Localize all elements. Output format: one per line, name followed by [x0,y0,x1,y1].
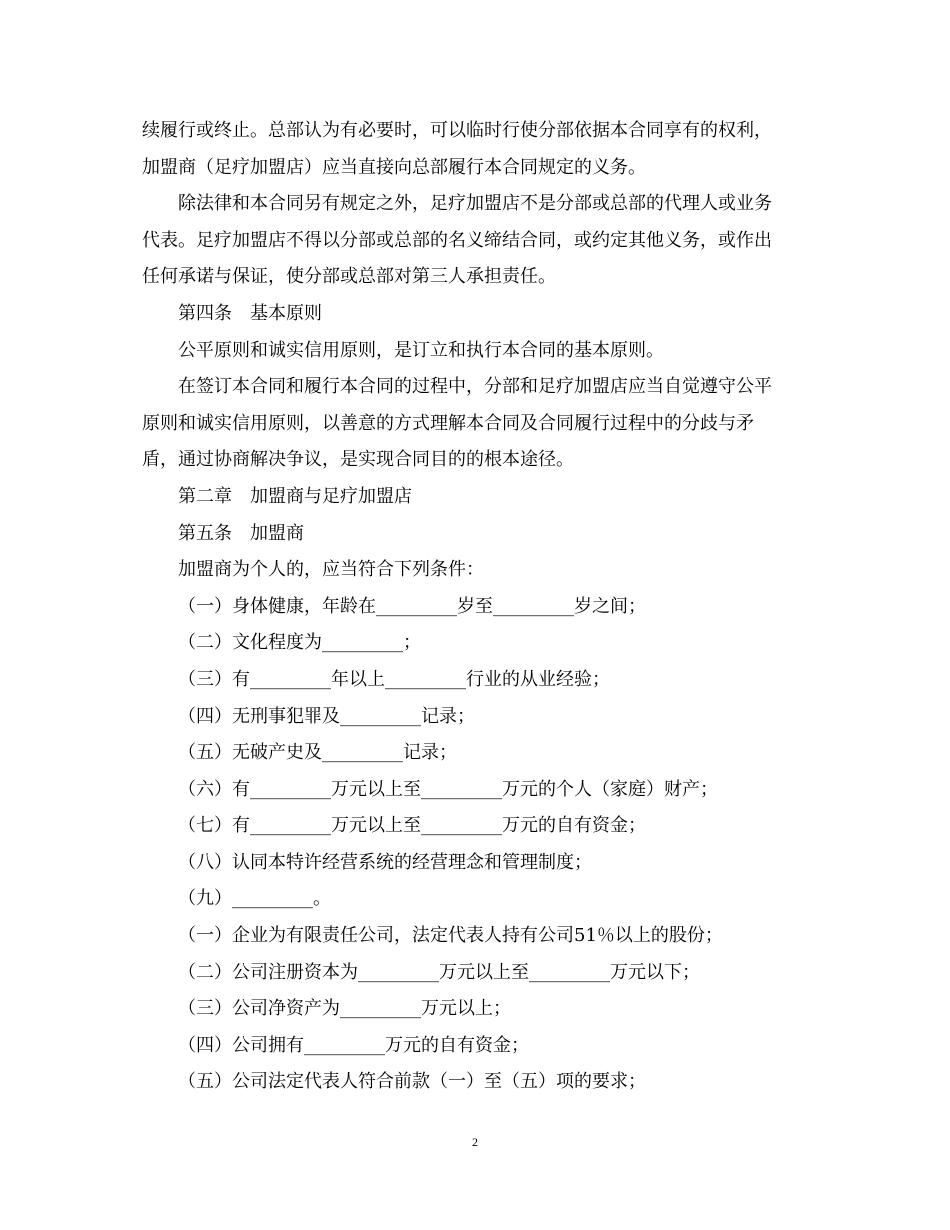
list-item: （六）有_________万元以上至_________万元的个人（家庭）财产； [178,778,718,800]
paragraph-line: 公平原则和诚实信用原则，是订立和执行本合同的基本原则。 [178,339,664,361]
article-heading: 第四条 基本原则 [178,302,322,324]
paragraph-line: 除法律和本合同另有规定之外，足疗加盟店不是分部或总部的代理人或业务 [178,193,772,215]
list-item: （五）无破产史及_________记录； [178,742,457,764]
paragraph-line: 盾，通过协商解决争议，是实现合同目的的根本途径。 [142,449,574,471]
paragraph-line: 原则和诚实信用原则，以善意的方式理解本合同及合同履行过程中的分歧与矛 [142,412,754,434]
list-item: （三）有_________年以上_________行业的从业经验； [178,668,610,690]
document-body [142,113,822,1101]
list-item: （五）公司法定代表人符合前款（一）至（五）项的要求； [178,1071,646,1093]
list-item: （九）_________。 [178,888,331,910]
list-item: （四）公司拥有_________万元的自有资金； [178,1034,529,1056]
list-item: （七）有_________万元以上至_________万元的自有资金； [178,815,646,837]
page-number: 2 [472,1135,478,1149]
paragraph-line: 续履行或终止。总部认为有必要时，可以临时行使分部依据本合同享有的权利， [142,120,772,141]
chapter-heading: 第二章 加盟商与足疗加盟店 [178,485,412,507]
paragraph-line: 加盟商为个人的，应当符合下列条件： [178,559,484,581]
list-item: （一）企业为有限责任公司，法定代表人持有公司51％以上的股份； [178,925,723,947]
list-item: （二）文化程度为_________； [178,632,421,654]
paragraph-line: 加盟商（足疗加盟店）应当直接向总部履行本合同规定的义务。 [142,156,646,178]
list-item: （二）公司注册资本为_________万元以上至_________万元以下； [178,961,700,983]
paragraph-line: 代表。足疗加盟店不得以分部或总部的名义缔结合同，或约定其他义务，或作出 [142,229,772,251]
list-item: （一）身体健康，年龄在_________岁至_________岁之间； [178,595,646,617]
list-item: （三）公司净资产为_________万元以上； [178,998,511,1020]
paragraph-line: 在签订本合同和履行本合同的过程中，分部和足疗加盟店应当自觉遵守公平 [178,376,772,398]
article-heading: 第五条 加盟商 [178,522,304,544]
paragraph-line: 任何承诺与保证，使分部或总部对第三人承担责任。 [142,266,556,288]
list-item: （四）无刑事犯罪及_________记录； [178,705,475,727]
list-item: （八）认同本特许经营系统的经营理念和管理制度； [178,851,592,873]
